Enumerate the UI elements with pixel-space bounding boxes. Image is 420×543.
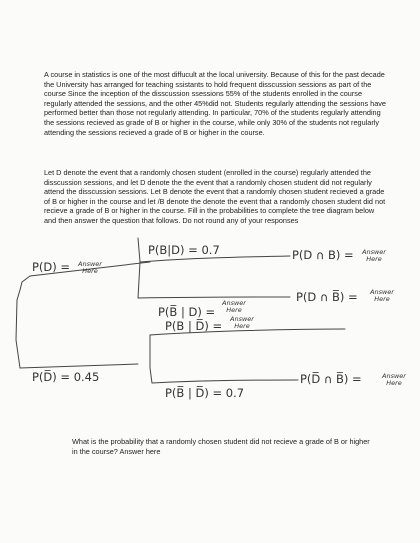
branch-notd-notb <box>152 380 298 383</box>
label-p-notb-given-d: P(B̅ | D) = <box>158 305 216 319</box>
label-p-d: P(D) = <box>32 260 71 274</box>
question-text: What is the probability that a randomly chosen student did not recieve a grade of B or higher in the course? Answer here <box>72 437 370 456</box>
label-p-notd-and-notb: P(D̅ ∩ B̅) = <box>300 372 362 386</box>
answer-p-b-given-notd[interactable]: Answer Here <box>230 315 254 330</box>
label-p-notd: P(D̅) = 0.45 <box>32 370 100 384</box>
branch-d-notb <box>138 297 290 298</box>
tree-root-branch-lower <box>16 290 138 368</box>
tree-node-d <box>138 238 140 298</box>
answer-p-notd-and-notb[interactable]: Answer Here <box>382 372 406 387</box>
answer-p-d-and-notb[interactable]: Answer Here <box>370 288 394 303</box>
answer-p-notb-given-d[interactable]: Answer Here <box>222 299 246 314</box>
answer-p-d[interactable]: Answer Here <box>78 260 102 275</box>
label-p-b-given-notd: P(B | D̅) = <box>165 319 223 333</box>
intro-paragraph: A course in statistics is one of the most diffucult at the local university. Because of this for the past decade the University has arranged for teaching ssistants to hold frequent disscussion sessions as part of the course Since the inception of the disscussion ssessions 55% of the students enrolled in the course regularly attended the sessions, and the other 45%did not. Students regularly attending the sessions have performed better than those not regularly attending. In particular, 70% of the students regularly attending the sessions recieved as grade of B or higher in the course, while only 30% of the students not regularly attending the sessions recieved a grade of B or higher in the course. <box>44 70 386 137</box>
label-p-d-and-b: P(D ∩ B) = <box>292 248 354 262</box>
answer-p-d-and-b[interactable]: Answer Here <box>362 248 386 263</box>
label-p-notb-given-notd: P(B̅ | D̅) = 0.7 <box>165 386 245 400</box>
tree-node-notd <box>150 335 152 383</box>
label-p-d-and-notb: P(D ∩ B̅) = <box>296 290 358 304</box>
label-p-b-given-d: P(B|D) = 0.7 <box>148 243 220 257</box>
definitions-paragraph: Let D denote the event that a randomly chosen student (enrolled in the course) regularly attended the disscussion sessions, and let D denote the the event that a randomly chosen student did not regularly attend the disscussion sessions. Let B denote the event that a randomly chosen student recieved a grade of B or higher in the course and let /B denote the denote the event that a randomly chosen student did not recieve a grade of B or higher in the course. Fill in the probabilities to complete the tree diagram below and then answer the question that follows. Do not round any of your responses <box>44 168 386 225</box>
